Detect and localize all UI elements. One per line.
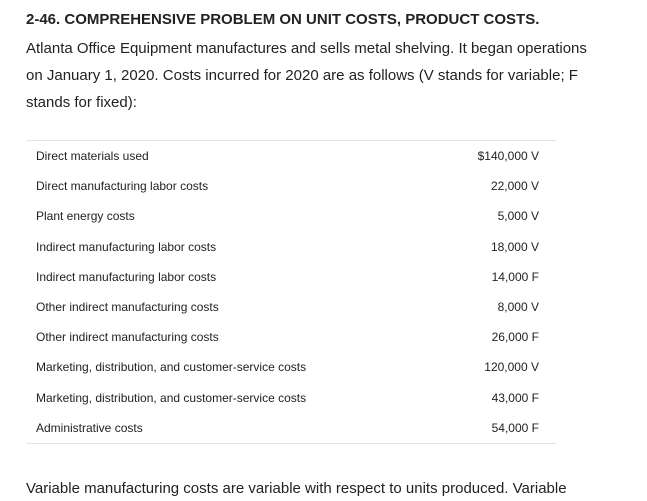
cost-label: Administrative costs: [36, 420, 143, 435]
table-row: [26, 171, 556, 201]
problem-title: 2-46. COMPREHENSIVE PROBLEM ON UNIT COSTS, PRODUCT COSTS.: [26, 11, 540, 28]
table-row: [26, 292, 556, 322]
cost-label: Direct manufacturing labor costs: [36, 179, 209, 194]
table-row: [26, 413, 556, 443]
cost-amount: $140,000 V: [477, 149, 539, 164]
cost-amount: 26,000 F: [491, 330, 539, 345]
table-row: [26, 141, 556, 171]
cost-amount: 18,000 V: [490, 239, 539, 254]
cost-label: Marketing, distribution, and customer-service costs: [36, 390, 307, 405]
cost-label: Marketing, distribution, and customer-service costs: [36, 360, 307, 375]
cost-label: Indirect manufacturing labor costs: [36, 269, 217, 284]
table-row: [26, 322, 556, 352]
cost-amount: 120,000 V: [484, 360, 539, 375]
cost-amount: 54,000 F: [491, 420, 539, 435]
continuation-text: Variable manufacturing costs are variable with respect to units produced. Variable: [26, 480, 567, 497]
cost-amount: 43,000 F: [491, 390, 539, 405]
table-row: [26, 232, 556, 262]
cost-table: [26, 140, 556, 444]
cost-label: Plant energy costs: [36, 209, 135, 224]
table-row: [26, 352, 556, 382]
intro-line: stands for fixed):: [26, 94, 137, 111]
cost-amount: 22,000 V: [490, 179, 539, 194]
cost-amount: 14,000 F: [491, 269, 539, 284]
cost-label: Other indirect manufacturing costs: [36, 330, 219, 345]
cost-label: Other indirect manufacturing costs: [36, 300, 219, 315]
intro-line: Atlanta Office Equipment manufactures and sells metal shelving. It began operations: [26, 40, 587, 57]
cost-amount: 5,000 V: [497, 209, 539, 224]
table-row: [26, 262, 556, 292]
cost-label: Direct materials used: [36, 149, 149, 164]
cost-amount: 8,000 V: [497, 300, 539, 315]
table-row: [26, 383, 556, 413]
cost-label: Indirect manufacturing labor costs: [36, 239, 217, 254]
problem-intro: [26, 35, 626, 116]
table-row: [26, 201, 556, 231]
intro-line: on January 1, 2020. Costs incurred for 2020 are as follows (V stands for variable; F: [26, 67, 578, 84]
